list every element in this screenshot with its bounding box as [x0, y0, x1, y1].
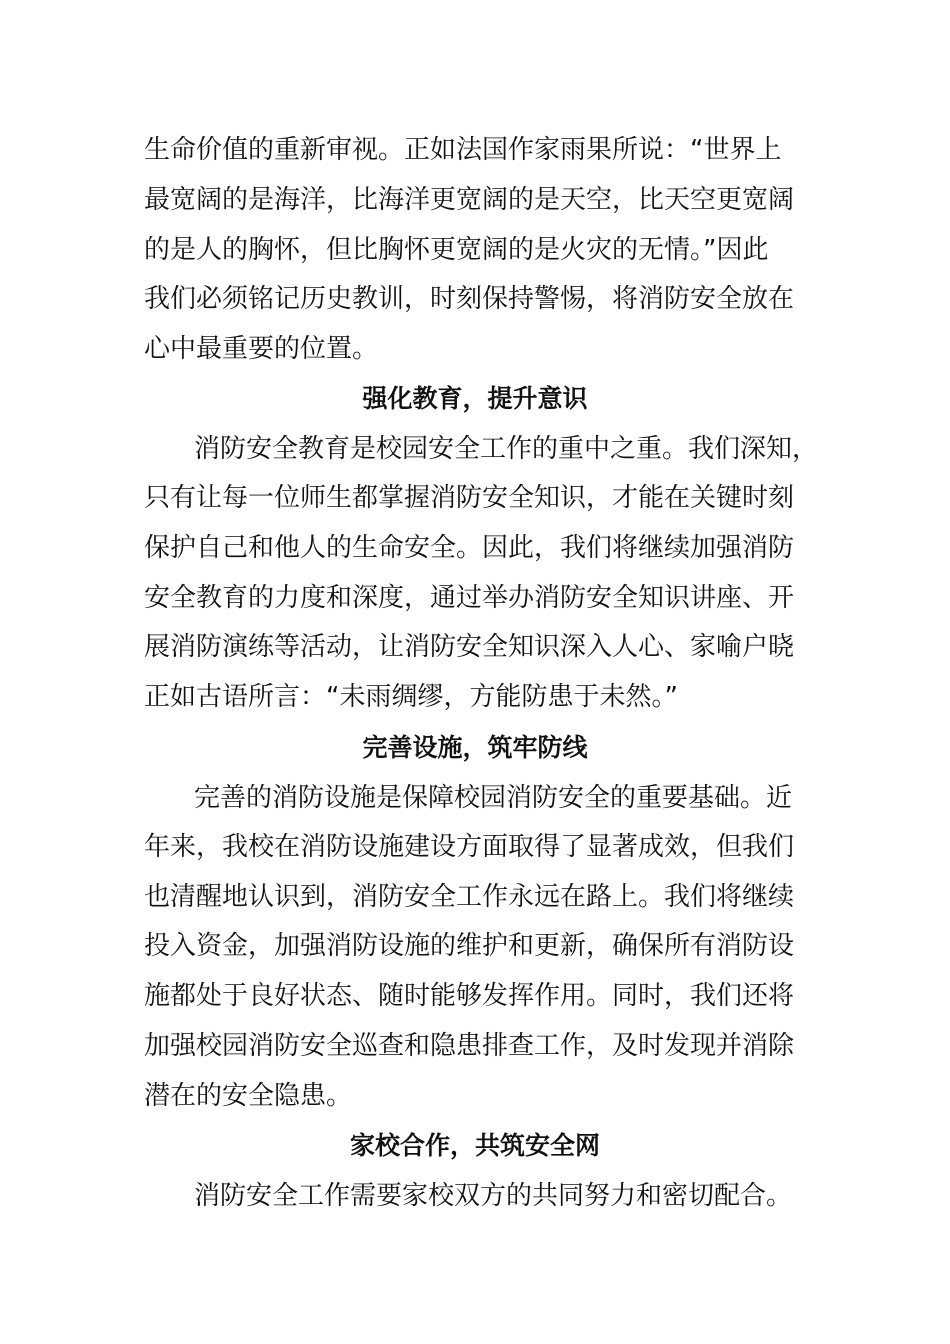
paragraph-line: 消防安全教育是校园安全工作的重中之重。我们深知， [194, 434, 819, 464]
paragraph-line: 保护自己和他人的生命安全。因此，我们将继续加强消防 [144, 533, 795, 563]
paragraph-line: 安全教育的力度和深度，通过举办消防安全知识讲座、开 [144, 583, 795, 613]
paragraph-line: 展消防演练等活动，让消防安全知识深入人心、家喻户晓 [144, 632, 795, 662]
paragraph-line: 消防安全工作需要家校双方的共同努力和密切配合。 [194, 1181, 793, 1211]
section-heading-education: 强化教育，提升意识 [362, 384, 588, 413]
paragraph-line: 只有让每一位师生都掌握消防安全知识，才能在关键时刻 [144, 483, 795, 513]
paragraph-line: 潜在的安全隐患。 [144, 1081, 353, 1111]
paragraph-line: 的是人的胸怀，但比胸怀更宽阔的是火灾的无情。”因此 [144, 235, 769, 265]
paragraph-line: 加强校园消防安全巡查和隐患排查工作，及时发现并消除 [144, 1031, 795, 1061]
paragraph-line: 正如古语所言：“未雨绸缪，方能防患于未然。” [144, 682, 678, 712]
paragraph-line: 心中最重要的位置。 [144, 334, 379, 364]
paragraph-line: 年来，我校在消防设施建设方面取得了显著成效，但我们 [144, 832, 795, 862]
paragraph-line: 投入资金，加强消防设施的维护和更新，确保所有消防设 [144, 931, 795, 961]
paragraph-line: 我们必须铭记历史教训，时刻保持警惕，将消防安全放在 [144, 284, 795, 314]
section-heading-facilities: 完善设施，筑牢防线 [362, 733, 588, 762]
paragraph-line: 施都处于良好状态、随时能够发挥作用。同时，我们还将 [144, 981, 795, 1011]
paragraph-line: 最宽阔的是海洋，比海洋更宽阔的是天空，比天空更宽阔 [144, 185, 795, 215]
paragraph-line: 也清醒地认识到，消防安全工作永远在路上。我们将继续 [144, 882, 795, 912]
paragraph-line: 生命价值的重新审视。正如法国作家雨果所说：“世界上 [144, 135, 782, 165]
paragraph-line: 完善的消防设施是保障校园消防安全的重要基础。近 [194, 783, 793, 813]
section-heading-cooperation: 家校合作，共筑安全网 [349, 1131, 600, 1160]
